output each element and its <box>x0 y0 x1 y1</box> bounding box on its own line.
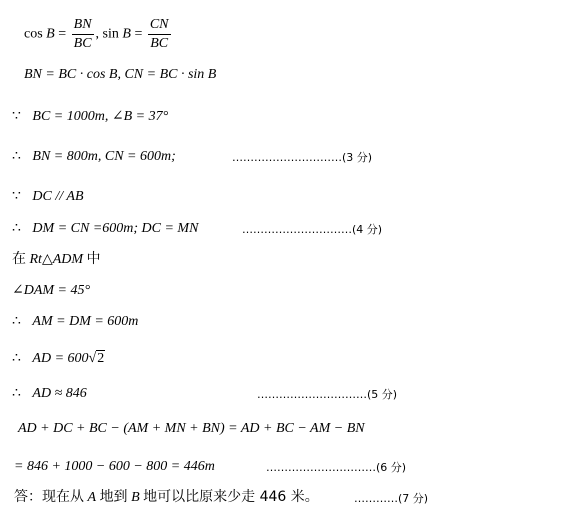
var-b: B <box>46 26 55 42</box>
cos-text: cos <box>24 26 43 42</box>
result-text: AD ≈ 846 <box>32 386 87 401</box>
parallel-text: DC // AB <box>32 189 84 204</box>
difference-result: = 846 + 1000 − 600 − 800 = 446m <box>14 459 215 474</box>
denominator: BC <box>150 36 169 51</box>
difference-expression: AD + DC + BC − (AM + MN + BN) = AD + BC − AM − BN <box>18 421 365 436</box>
given-text: BC = 1000m, ∠B = 37° <box>32 109 169 124</box>
score-6: …………………………(6 分) <box>266 461 407 474</box>
formula-cos-sin <box>24 16 173 53</box>
radicand: 2 <box>97 351 105 366</box>
fraction-bn-bc <box>72 16 94 53</box>
point-a: A <box>87 490 97 505</box>
angle-dam: ∠DAM = 45° <box>12 283 91 298</box>
result-text: BN = 800m, CN = 600m; <box>32 149 176 164</box>
score-7: …………(7 分) <box>354 492 429 505</box>
therefore-symbol: ∴ <box>12 314 21 329</box>
zai-text: 在 <box>12 251 26 267</box>
result-text: DM = CN =600m; DC = MN <box>32 221 199 236</box>
score-3: …………………………(3 分) <box>232 151 373 164</box>
var-b2: B <box>118 26 131 42</box>
result-bn-cn <box>12 148 176 166</box>
denominator: BC <box>73 36 92 51</box>
given-parallel <box>12 188 84 206</box>
result-am <box>12 313 138 331</box>
answer-part2: 地到 <box>99 489 128 505</box>
equals: = <box>54 26 70 42</box>
therefore-symbol: ∴ <box>12 221 21 236</box>
result-text: AM = DM = 600m <box>32 314 139 329</box>
therefore-symbol: ∴ <box>12 386 21 401</box>
numerator: BN <box>72 16 94 35</box>
given-bc-angle <box>12 108 168 126</box>
result-ad-approx <box>12 385 87 403</box>
zhong-text: 中 <box>86 251 101 267</box>
therefore-symbol: ∴ <box>12 351 21 366</box>
result-ad-sqrt <box>12 350 105 368</box>
in-triangle <box>12 250 101 269</box>
therefore-symbol: ∴ <box>12 149 21 164</box>
numerator: CN <box>148 16 171 35</box>
comma: , <box>95 26 100 42</box>
because-symbol: ∵ <box>12 109 21 124</box>
formula-bn-cn: BN = BC · cos B, CN = BC · sin B <box>24 67 217 82</box>
fraction-cn-bc <box>148 16 171 53</box>
score-4: …………………………(4 分) <box>242 223 383 236</box>
result-dm-dc <box>12 220 198 238</box>
answer-part3: 地可以比原来少走 446 米。 <box>143 489 319 505</box>
answer-part1: 答：现在从 <box>14 489 84 505</box>
because-symbol: ∵ <box>12 189 21 204</box>
sqrt-sign: √2 <box>88 351 105 366</box>
equals2: = <box>130 26 146 42</box>
result-text: AD = 600 <box>32 351 89 366</box>
point-b: B <box>131 490 140 505</box>
triangle-text: Rt△ADM <box>29 252 84 267</box>
score-5: …………………………(5 分) <box>257 388 398 401</box>
sin-text: sin <box>99 26 119 42</box>
final-answer <box>14 488 319 507</box>
